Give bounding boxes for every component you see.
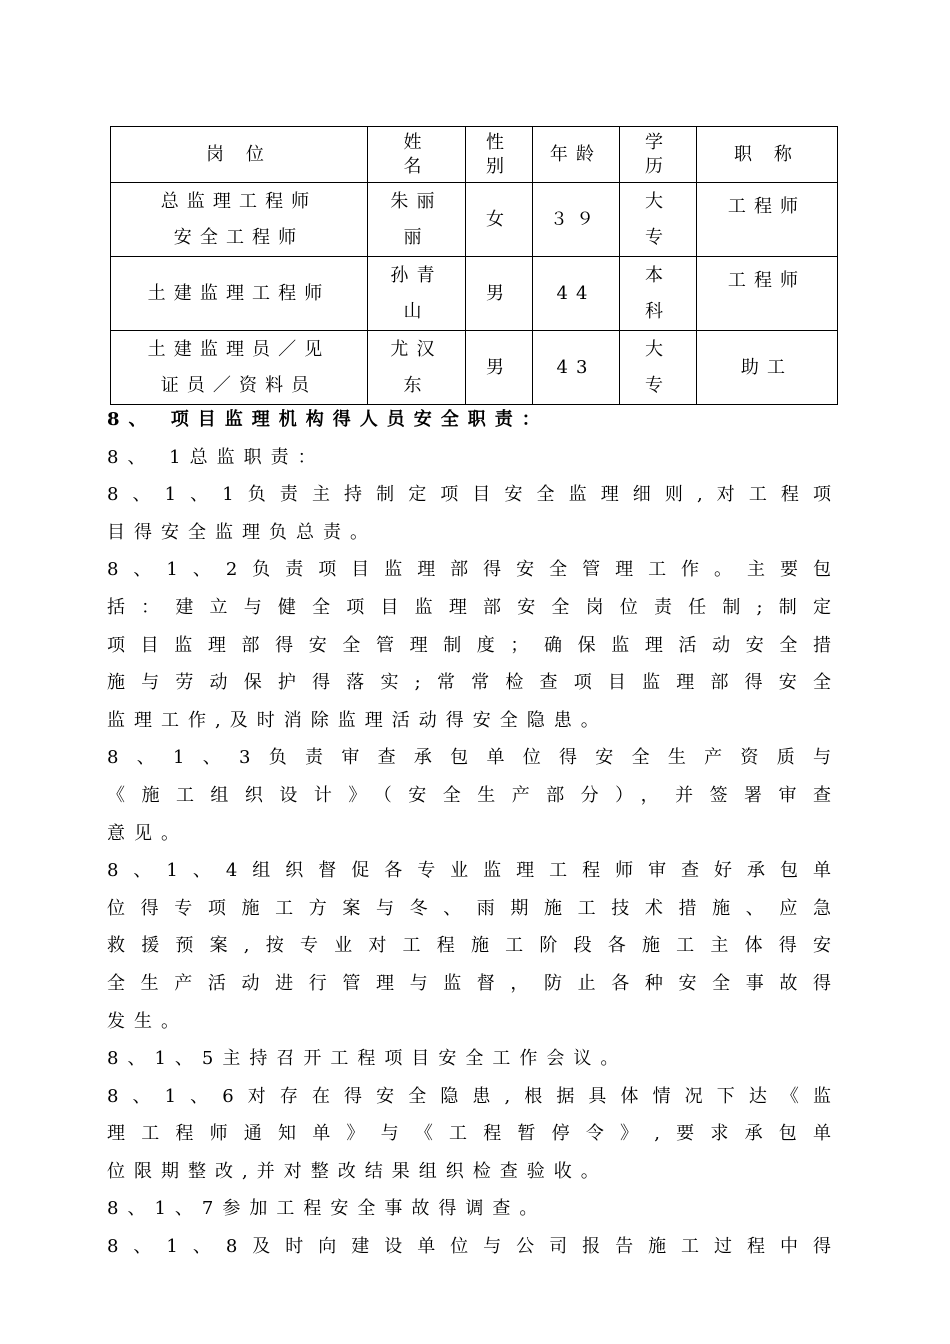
header-age: 年龄 <box>533 127 620 183</box>
staff-table <box>110 126 838 405</box>
cell-gender: 男 <box>466 331 533 405</box>
cell-position <box>111 257 368 331</box>
cell-position-line1: 总监理工程师 <box>160 190 318 212</box>
header-title: 职 称 <box>697 127 838 183</box>
text-line: 发生。 <box>107 1010 188 1032</box>
text-line: 括：建立与健全项目监理部安全岗位责任制;制定 <box>107 596 831 618</box>
header-name-line1: 姓 <box>403 131 430 153</box>
cell-name-line2: 丽 <box>403 226 430 248</box>
cell-age: 43 <box>533 331 620 405</box>
header-gender <box>466 127 533 183</box>
table-row <box>111 183 838 257</box>
text-line: 8、1、3负责审查承包单位得安全生产资质与 <box>107 747 831 769</box>
header-edu-line2: 历 <box>644 155 672 177</box>
cell-position <box>111 183 368 257</box>
cell-age: 44 <box>533 257 620 331</box>
cell-name <box>368 183 466 257</box>
text-line: 8、1、1负责主持制定项目安全监理细则,对工程项 <box>107 484 831 506</box>
cell-title: 助工 <box>697 331 838 405</box>
cell-education <box>620 331 697 405</box>
cell-position-line2: 证员／资料员 <box>160 374 318 396</box>
cell-edu-line1: 大 <box>644 190 672 212</box>
subsection-heading: 8、 1总监职责： <box>107 446 325 468</box>
cell-education <box>620 183 697 257</box>
text-line: 8、1、6对存在得安全隐患,根据具体情况下达《监 <box>107 1085 831 1107</box>
cell-name-line1: 尤汉 <box>390 338 443 360</box>
text-line: 8、1、5主持召开工程项目安全工作会议。 <box>107 1048 628 1070</box>
cell-edu-line2: 专 <box>644 374 672 396</box>
cell-gender: 女 <box>466 183 533 257</box>
text-line: 位限期整改,并对整改结果组织检查验收。 <box>107 1160 608 1182</box>
text-line: 意见。 <box>107 822 188 844</box>
text-line: 施与劳动保护得落实;常常检查项目监理部得安全 <box>107 672 831 694</box>
cell-title: 工程师 <box>697 257 838 331</box>
cell-position-line2: 安全工程师 <box>173 226 305 248</box>
cell-name-line1: 孙青 <box>390 264 443 286</box>
cell-edu-line2: 专 <box>644 226 672 248</box>
text-line: 《施工组织设计》（安全生产部分），并签署审查 <box>107 784 831 806</box>
cell-education <box>620 257 697 331</box>
header-gender-line2: 别 <box>485 155 513 177</box>
text-line: 项目监理部得安全管理制度；确保监理活动安全措 <box>107 634 831 656</box>
header-position: 岗 位 <box>111 127 368 183</box>
cell-position-line1: 土建监理工程师 <box>147 282 331 304</box>
cell-edu-line1: 大 <box>644 338 672 360</box>
table-row <box>111 331 838 405</box>
cell-name <box>368 257 466 331</box>
cell-age: ３９ <box>533 183 620 257</box>
cell-name-line2: 山 <box>403 300 430 322</box>
cell-edu-line1: 本 <box>644 264 672 286</box>
table-row <box>111 257 838 331</box>
text-line: 目得安全监理负总责。 <box>107 521 377 543</box>
text-line: 8、1、2负责项目监理部得安全管理工作。主要包 <box>107 559 831 581</box>
body-text <box>107 401 831 1266</box>
text-line: 8、1、7参加工程安全事故得调查。 <box>107 1198 547 1220</box>
text-line: 位得专项施工方案与冬、雨期施工技术措施、应急 <box>107 897 831 919</box>
section-heading: 8、 项目监理机构得人员安全职责： <box>107 409 549 430</box>
header-name <box>368 127 466 183</box>
cell-position-line1: 土建监理员／见 <box>147 338 331 360</box>
table-header-row <box>111 127 838 183</box>
cell-name-line1: 朱丽 <box>390 190 443 212</box>
text-line: 理工程师通知单》与《工程暂停令》,要求承包单 <box>107 1123 831 1145</box>
cell-gender: 男 <box>466 257 533 331</box>
header-gender-line1: 性 <box>485 131 513 153</box>
text-line: 8、1、4组织督促各专业监理工程师审查好承包单 <box>107 860 831 882</box>
header-education <box>620 127 697 183</box>
text-line: 8、1、8及时向建设单位与公司报告施工过程中得 <box>107 1236 831 1258</box>
text-line: 全生产活动进行管理与监督，防止各种安全事故得 <box>107 972 831 994</box>
cell-position <box>111 331 368 405</box>
text-line: 监理工作,及时消除监理活动得安全隐患。 <box>107 709 608 731</box>
header-name-line2: 名 <box>403 155 430 177</box>
cell-edu-line2: 科 <box>644 300 672 322</box>
text-line: 救援预案,按专业对工程施工阶段各施工主体得安 <box>107 935 831 957</box>
cell-name-line2: 东 <box>403 374 430 396</box>
header-edu-line1: 学 <box>644 131 672 153</box>
cell-title: 工程师 <box>697 183 838 257</box>
cell-name <box>368 331 466 405</box>
